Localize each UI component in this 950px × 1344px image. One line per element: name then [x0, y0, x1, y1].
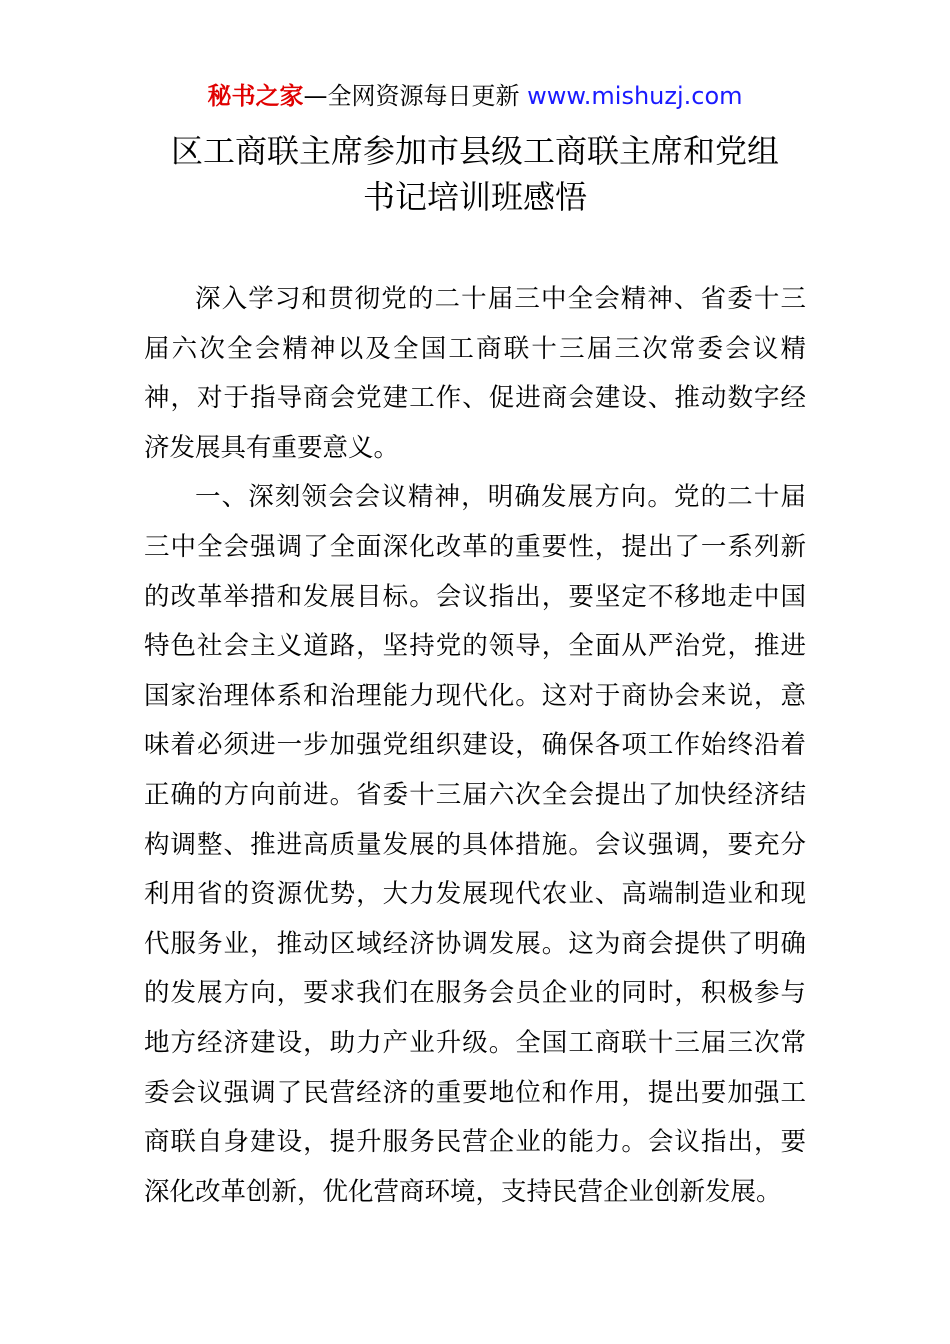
site-header	[0, 80, 950, 112]
site-slogan: —全网资源每日更新	[303, 82, 528, 110]
title-line-1: 区工商联主席参加市县级工商联主席和党组	[170, 132, 779, 170]
title-line-2: 书记培训班感悟	[362, 178, 587, 216]
paragraph-section-1: 一、深刻领会会议精神，明确发展方向。党的二十届三中全会强调了全面深化改革的重要性，提出了一系列新的改革举措和发展目标。会议指出，要坚定不移地走中国特色社会主义道路，坚持党的领导，全面从严治党，推进国家治理体系和治理能力现代化。这对于商协会来说，意味着必须进一步加强党组织建设，确保各项工作始终沿着正确的方向前进。省委十三届六次全会提出了加快经济结构调整、推进高质量发展的具体措施。会议强调，要充分利用省的资源优势，大力发展现代农业、高端制造业和现代服务业，推动区域经济协调发展。这为商会提供了明确的发展方向，要求我们在服务会员企业的同时，积极参与地方经济建设，助力产业升级。全国工商联十三届三次常委会议强调了民营经济的重要地位和作用，提出要加强工商联自身建设，提升服务民营企业的能力。会议指出，要深化改革创新，优化营商环境，支持民营企业创新发展。	[144, 482, 806, 1207]
site-brand: 秘书之家	[207, 82, 304, 110]
document-title	[0, 128, 950, 220]
document-body	[144, 275, 806, 1217]
site-url-link[interactable]: www.mishuzj.com	[527, 82, 743, 110]
paragraph-intro: 深入学习和贯彻党的二十届三中全会精神、省委十三届六次全会精神以及全国工商联十三届三次常委会议精神，对于指导商会党建工作、促进商会建设、推动数字经济发展具有重要意义。	[144, 284, 806, 463]
